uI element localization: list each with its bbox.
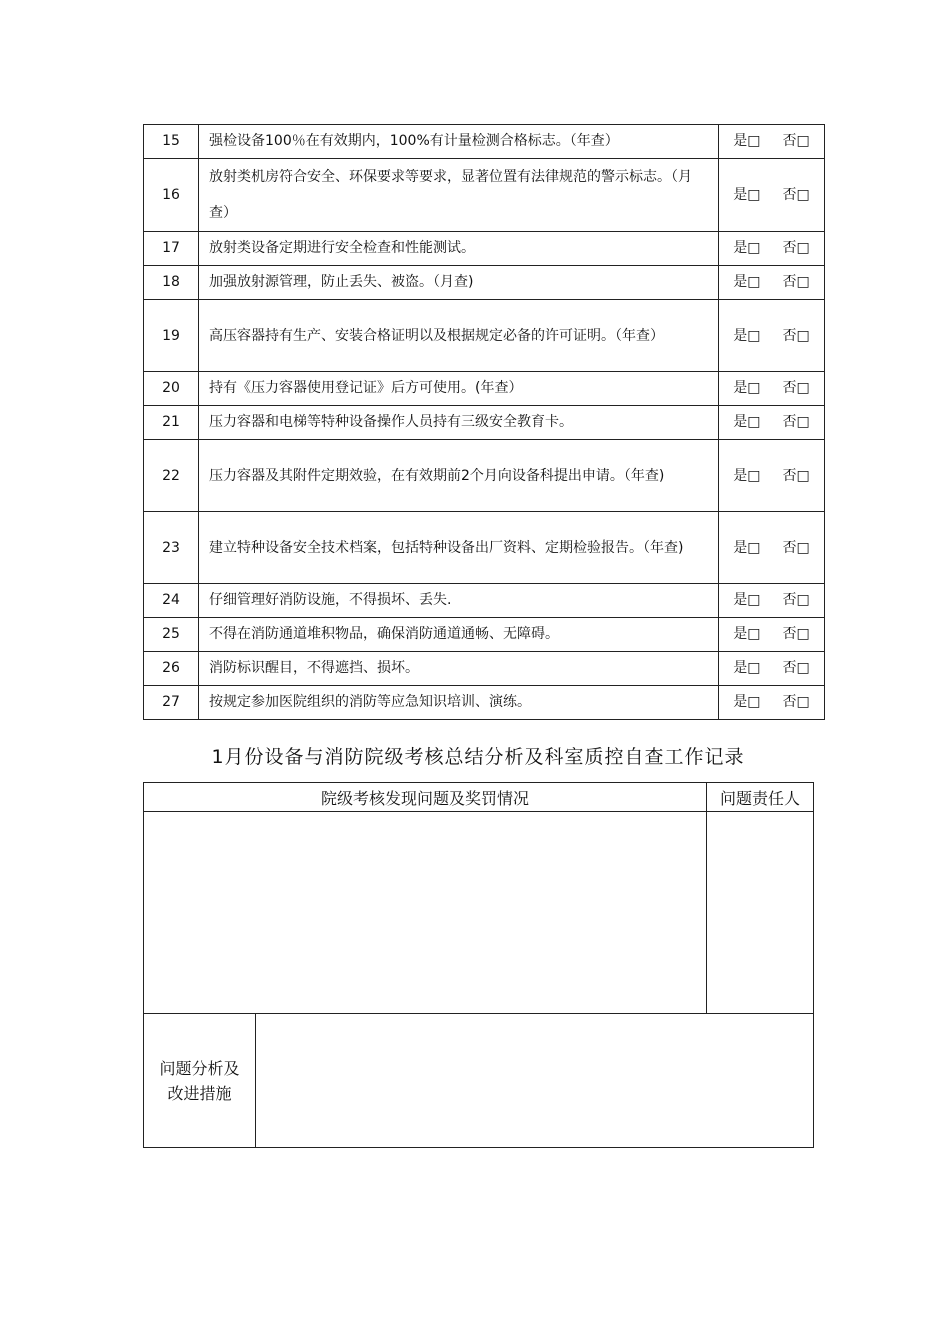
analysis-label: 问题分析及改进措施 bbox=[144, 1014, 256, 1148]
yes-checkbox[interactable]: 是□ bbox=[733, 626, 761, 642]
yes-checkbox[interactable]: 是□ bbox=[733, 660, 761, 676]
yes-no-options bbox=[719, 618, 825, 652]
item-number: 24 bbox=[144, 584, 199, 618]
yes-no-options bbox=[719, 440, 825, 512]
no-checkbox[interactable]: 否□ bbox=[782, 592, 810, 608]
yes-no-options bbox=[719, 125, 825, 159]
yes-checkbox[interactable]: 是□ bbox=[733, 187, 761, 203]
yes-no-options bbox=[719, 406, 825, 440]
item-text: 持有《压力容器使用登记证》后方可使用。(年查） bbox=[199, 372, 719, 406]
responsible-header: 问题责任人 bbox=[707, 783, 814, 812]
checklist-row bbox=[144, 266, 825, 300]
yes-no-options bbox=[719, 512, 825, 584]
no-checkbox[interactable]: 否□ bbox=[782, 187, 810, 203]
item-number: 21 bbox=[144, 406, 199, 440]
item-number: 17 bbox=[144, 232, 199, 266]
checklist-row bbox=[144, 440, 825, 512]
item-text: 高压容器持有生产、安装合格证明以及根据规定必备的许可证明。（年查） bbox=[199, 300, 719, 372]
item-number: 25 bbox=[144, 618, 199, 652]
item-text: 消防标识醒目，不得遮挡、损坏。 bbox=[199, 652, 719, 686]
checklist-row bbox=[144, 159, 825, 232]
yes-checkbox[interactable]: 是□ bbox=[733, 274, 761, 290]
item-number: 19 bbox=[144, 300, 199, 372]
checklist-row bbox=[144, 125, 825, 159]
item-text: 不得在消防通道堆积物品，确保消防通道通畅、无障碍。 bbox=[199, 618, 719, 652]
checklist-row bbox=[144, 512, 825, 584]
checklist-row bbox=[144, 300, 825, 372]
item-number: 26 bbox=[144, 652, 199, 686]
analysis-cell[interactable] bbox=[256, 1014, 814, 1148]
no-checkbox[interactable]: 否□ bbox=[782, 467, 810, 484]
yes-no-options bbox=[719, 159, 825, 232]
item-number: 18 bbox=[144, 266, 199, 300]
yes-checkbox[interactable]: 是□ bbox=[733, 380, 761, 396]
item-text: 建立特种设备安全技术档案，包括特种设备出厂资料、定期检验报告。（年查) bbox=[199, 512, 719, 584]
checklist-row bbox=[144, 406, 825, 440]
item-text: 压力容器及其附件定期效验，在有效期前2个月向设备科提出申请。（年查) bbox=[199, 440, 719, 512]
no-checkbox[interactable]: 否□ bbox=[782, 380, 810, 396]
yes-no-options bbox=[719, 686, 825, 720]
item-text: 按规定参加医院组织的消防等应急知识培训、演练。 bbox=[199, 686, 719, 720]
findings-row bbox=[144, 812, 814, 1014]
yes-checkbox[interactable]: 是□ bbox=[733, 694, 761, 710]
review-header-row bbox=[144, 783, 814, 812]
yes-no-options bbox=[719, 300, 825, 372]
item-number: 16 bbox=[144, 159, 199, 232]
checklist-row bbox=[144, 232, 825, 266]
item-text: 放射类机房符合安全、环保要求等要求，显著位置有法律规范的警示标志。（月查） bbox=[199, 159, 719, 232]
item-number: 15 bbox=[144, 125, 199, 159]
item-number: 20 bbox=[144, 372, 199, 406]
item-text: 放射类设备定期进行安全检查和性能测试。 bbox=[199, 232, 719, 266]
yes-checkbox[interactable]: 是□ bbox=[733, 467, 761, 484]
item-text: 仔细管理好消防设施，不得损坏、丢失. bbox=[199, 584, 719, 618]
checklist-row bbox=[144, 652, 825, 686]
no-checkbox[interactable]: 否□ bbox=[782, 327, 810, 344]
yes-checkbox[interactable]: 是□ bbox=[733, 327, 761, 344]
item-text: 压力容器和电梯等特种设备操作人员持有三级安全教育卡。 bbox=[199, 406, 719, 440]
responsible-cell[interactable] bbox=[707, 812, 814, 1014]
no-checkbox[interactable]: 否□ bbox=[782, 240, 810, 256]
item-number: 27 bbox=[144, 686, 199, 720]
yes-checkbox[interactable]: 是□ bbox=[733, 539, 761, 556]
yes-no-options bbox=[719, 232, 825, 266]
no-checkbox[interactable]: 否□ bbox=[782, 694, 810, 710]
no-checkbox[interactable]: 否□ bbox=[782, 274, 810, 290]
item-text: 加强放射源管理，防止丢失、被盗。（月查) bbox=[199, 266, 719, 300]
checklist-row bbox=[144, 584, 825, 618]
yes-checkbox[interactable]: 是□ bbox=[733, 240, 761, 256]
findings-cell[interactable] bbox=[144, 812, 707, 1014]
yes-no-options bbox=[719, 584, 825, 618]
no-checkbox[interactable]: 否□ bbox=[782, 539, 810, 556]
item-number: 23 bbox=[144, 512, 199, 584]
no-checkbox[interactable]: 否□ bbox=[782, 414, 810, 430]
checklist-row bbox=[144, 618, 825, 652]
summary-title: 1月份设备与消防院级考核总结分析及科室质控自查工作记录 bbox=[211, 746, 745, 768]
yes-checkbox[interactable]: 是□ bbox=[733, 414, 761, 430]
yes-no-options bbox=[719, 372, 825, 406]
checklist-row bbox=[144, 372, 825, 406]
no-checkbox[interactable]: 否□ bbox=[782, 133, 810, 149]
item-number: 22 bbox=[144, 440, 199, 512]
checklist-row bbox=[144, 686, 825, 720]
no-checkbox[interactable]: 否□ bbox=[782, 626, 810, 642]
yes-checkbox[interactable]: 是□ bbox=[733, 133, 761, 149]
analysis-row bbox=[144, 1014, 814, 1148]
yes-checkbox[interactable]: 是□ bbox=[733, 592, 761, 608]
no-checkbox[interactable]: 否□ bbox=[782, 660, 810, 676]
yes-no-options bbox=[719, 266, 825, 300]
yes-no-options bbox=[719, 652, 825, 686]
item-text: 强检设备100％在有效期内，100%有计量检测合格标志。（年查） bbox=[199, 125, 719, 159]
review-table bbox=[143, 782, 814, 1148]
checklist-table bbox=[143, 124, 825, 720]
findings-header: 院级考核发现问题及奖罚情况 bbox=[144, 783, 707, 812]
